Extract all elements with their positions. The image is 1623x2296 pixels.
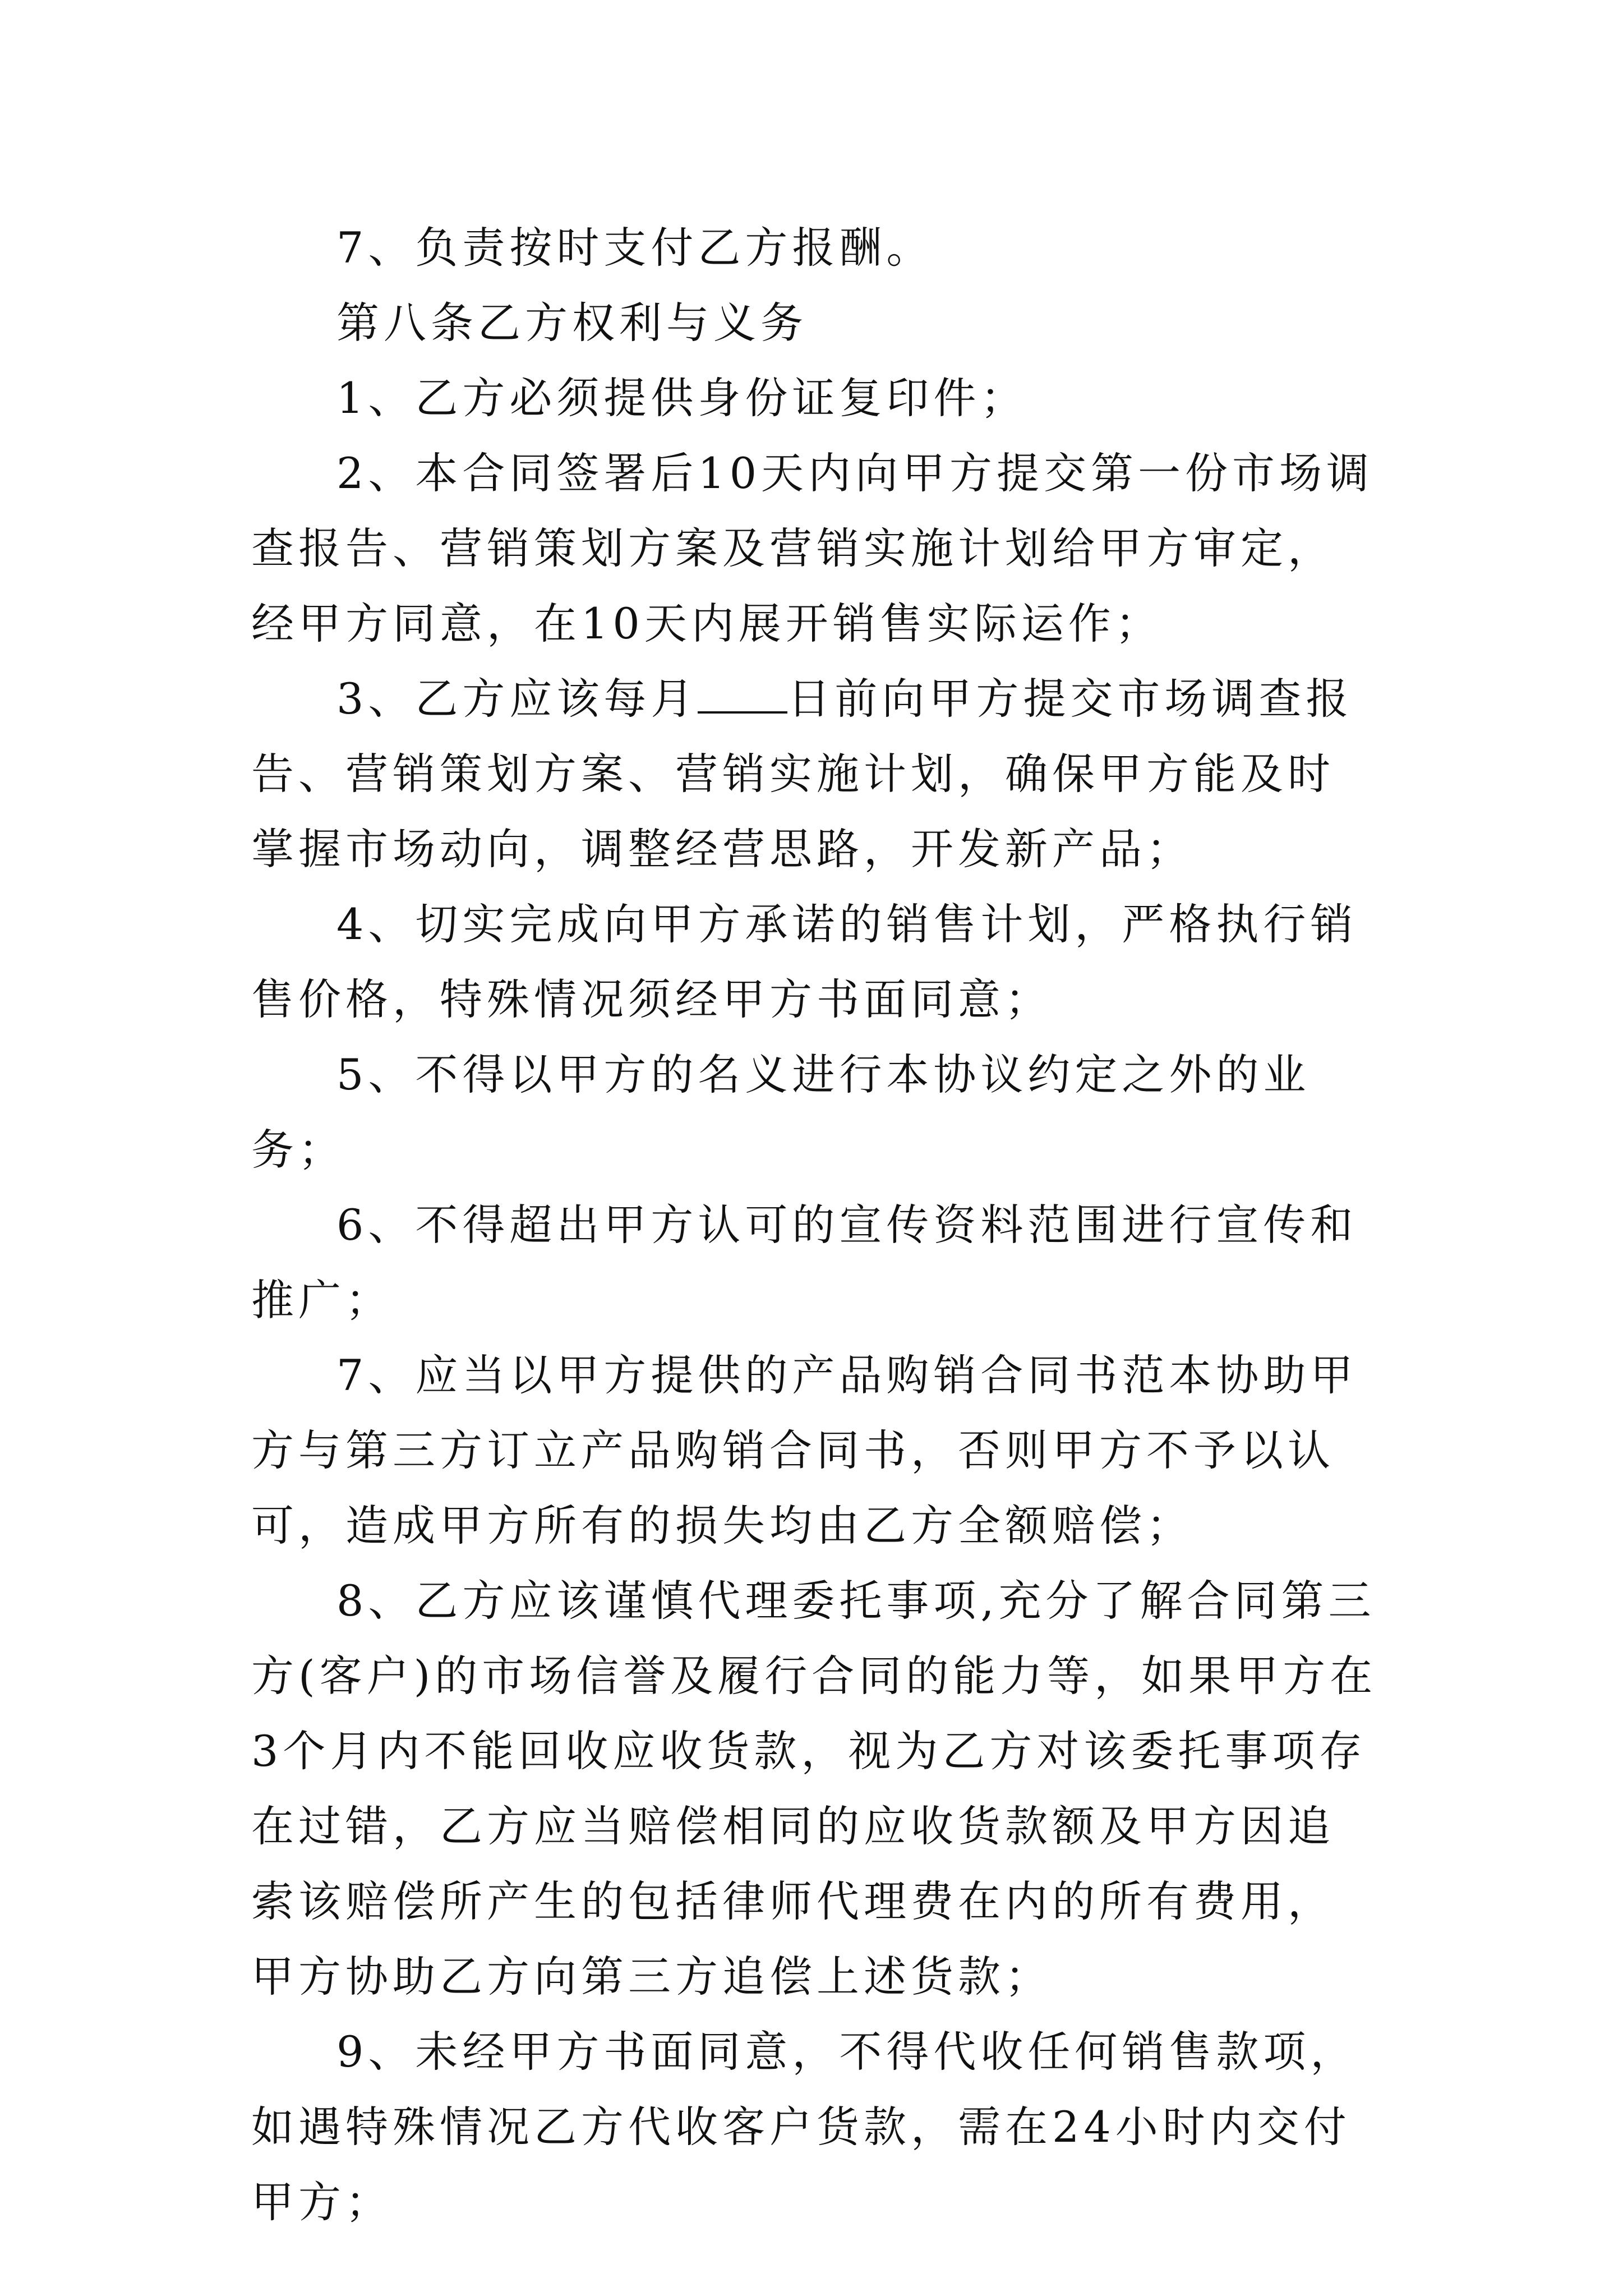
paragraph-party-b-duty-1: 1、乙方必须提供身份证复印件； <box>336 373 1028 423</box>
paragraph-party-b-duty-6: 6、不得超出甲方认可的宣传资料范围进行宣传和推广； <box>251 1200 1358 1325</box>
paragraph-party-b-duty-7: 7、应当以甲方提供的产品购销合同书范本协助甲方与第三方订立产品购销合同书，否则甲方不予以认可，造成甲方所有的损失均由乙方全额赔偿； <box>251 1350 1358 1550</box>
paragraph-party-b-duty-9: 9、未经甲方书面同意，不得代收任何销售款项，如遇特殊情况乙方代收客户货款，需在24小时内交付甲方； <box>251 2027 1358 2227</box>
paragraph-party-b-duty-5: 5、不得以甲方的名义进行本协议约定之外的业务； <box>251 1050 1311 1175</box>
paragraph-party-a-duty-7: 7、负责按时支付乙方报酬。 <box>336 223 934 273</box>
paragraph-party-b-duty-2: 2、本合同签署后10天内向甲方提交第一份市场调查报告、营销策划方案及营销实施计划给甲方审定，经甲方同意，在10天内展开销售实际运作； <box>251 448 1374 648</box>
paragraph-party-b-duty-3 <box>251 661 1378 887</box>
section-heading-article-8: 第八条乙方权利与义务 <box>336 298 808 348</box>
contract-body <box>251 210 1378 2240</box>
paragraph-3-lead: 3、乙方应该每月 <box>336 674 698 724</box>
fill-in-blank <box>698 678 787 714</box>
paragraph-3-rest: 日前向甲方提交市场调查报告、营销策划方案、营销实施计划，确保甲方能及时掌握市场动向，调整经营思路，开发新产品； <box>251 674 1353 874</box>
paragraph-party-b-duty-8: 8、乙方应该谨慎代理委托事项,充分了解合同第三方(客户)的市场信誉及履行合同的能力等，如果甲方在3个月内不能回收应收货款，视为乙方对该委托事项存在过错，乙方应当赔偿相同的应收货款额及甲方因追索该赔偿所产生的包括律师代理费在内的所有费用，甲方协助乙方向第三方追偿上述货款； <box>251 1576 1377 2001</box>
paragraph-party-b-duty-4: 4、切实完成向甲方承诺的销售计划，严格执行销售价格，特殊情况须经甲方书面同意； <box>251 899 1358 1024</box>
